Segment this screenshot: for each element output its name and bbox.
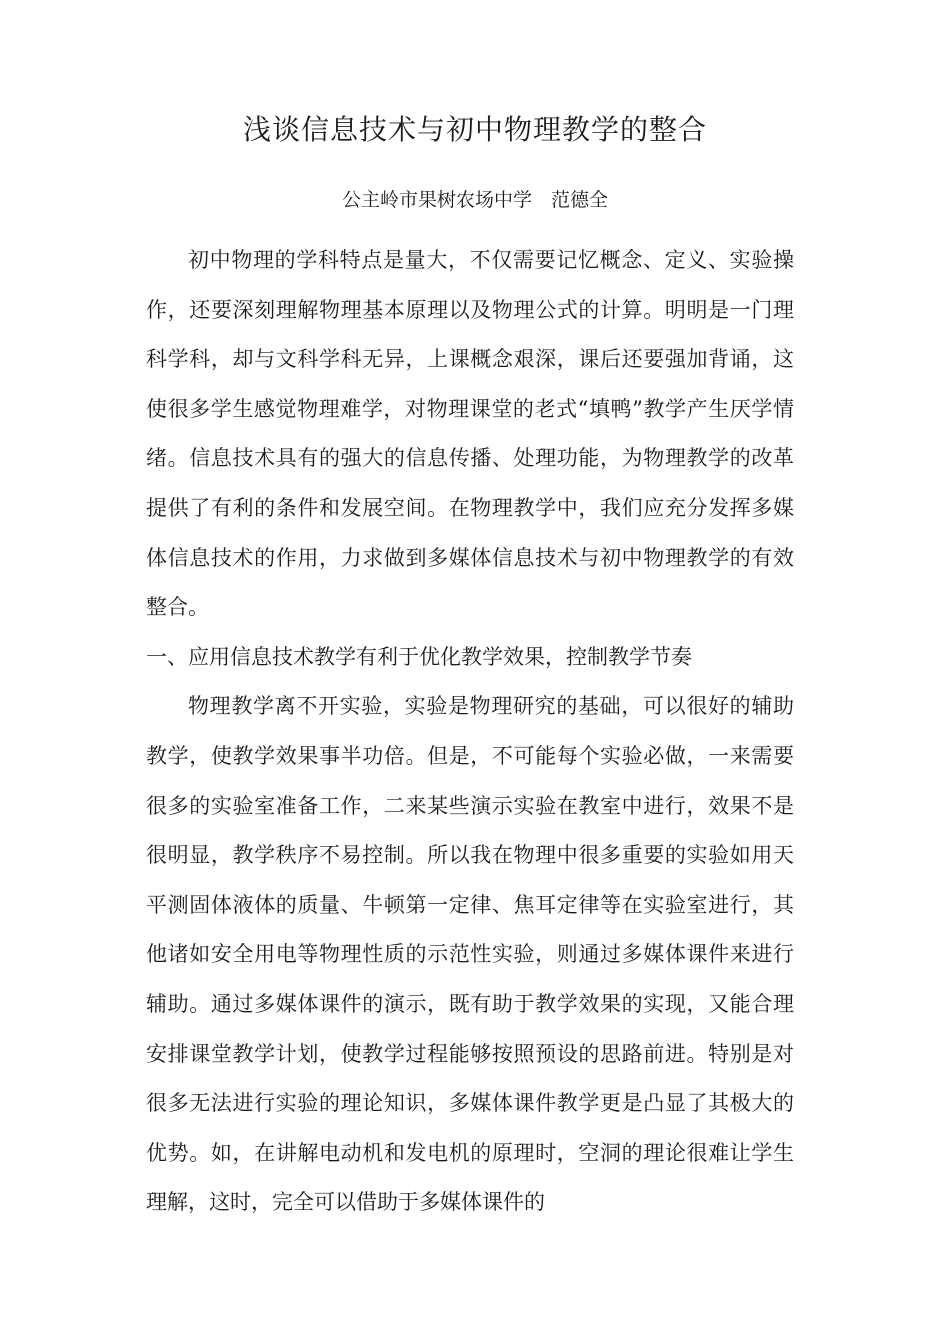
paragraph-intro: 初中物理的学科特点是量大，不仅需要记忆概念、定义、实验操作，还要深刻理解物理基本原理以及物理公式的计算。明明是一门理科学科，却与文科学科无异，上课概念艰深，课后还要强加背诵，这使很多学生感觉物理难学，对物理课堂的老式“填鸭”教学产生厌学情绪。信息技术具有的强大的信息传播、处理功能，为物理教学的改革提供了有利的条件和发展空间。在物理教学中，我们应充分发挥多媒体信息技术的作用，力求做到多媒体信息技术与初中物理教学的有效整合。 xyxy=(146,248,794,620)
document-title: 浅谈信息技术与初中物理教学的整合 xyxy=(242,113,707,146)
author-line: 公主岭市果树农场中学 范德全 xyxy=(341,189,608,211)
paragraph-section-1: 物理教学离不开实验，实验是物理研究的基础，可以很好的辅助教学，使教学效果事半功倍。但是，不可能每个实验必做，一来需要很多的实验室准备工作，二来某些演示实验在教室中进行，效果不是很明显，教学秩序不易控制。所以我在物理中很多重要的实验如用天平测固体液体的质量、牛顿第一定律、焦耳定律等在实验室进行，其他诸如安全用电等物理性质的示范性实验，则通过多媒体课件来进行辅助。通过多媒体课件的演示，既有助于教学效果的实现，又能合理安排课堂教学计划，使教学过程能够按照预设的思路前进。特别是对很多无法进行实验的理论知识，多媒体课件教学更是凸显了其极大的优势。如，在讲解电动机和发电机的原理时，空洞的理论很难让学生理解，这时，完全可以借助于多媒体课件的 xyxy=(146,694,794,1215)
section-heading-1: 一、应用信息技术教学有利于优化教学效果，控制教学节奏 xyxy=(146,644,692,669)
document-body xyxy=(146,236,794,1228)
